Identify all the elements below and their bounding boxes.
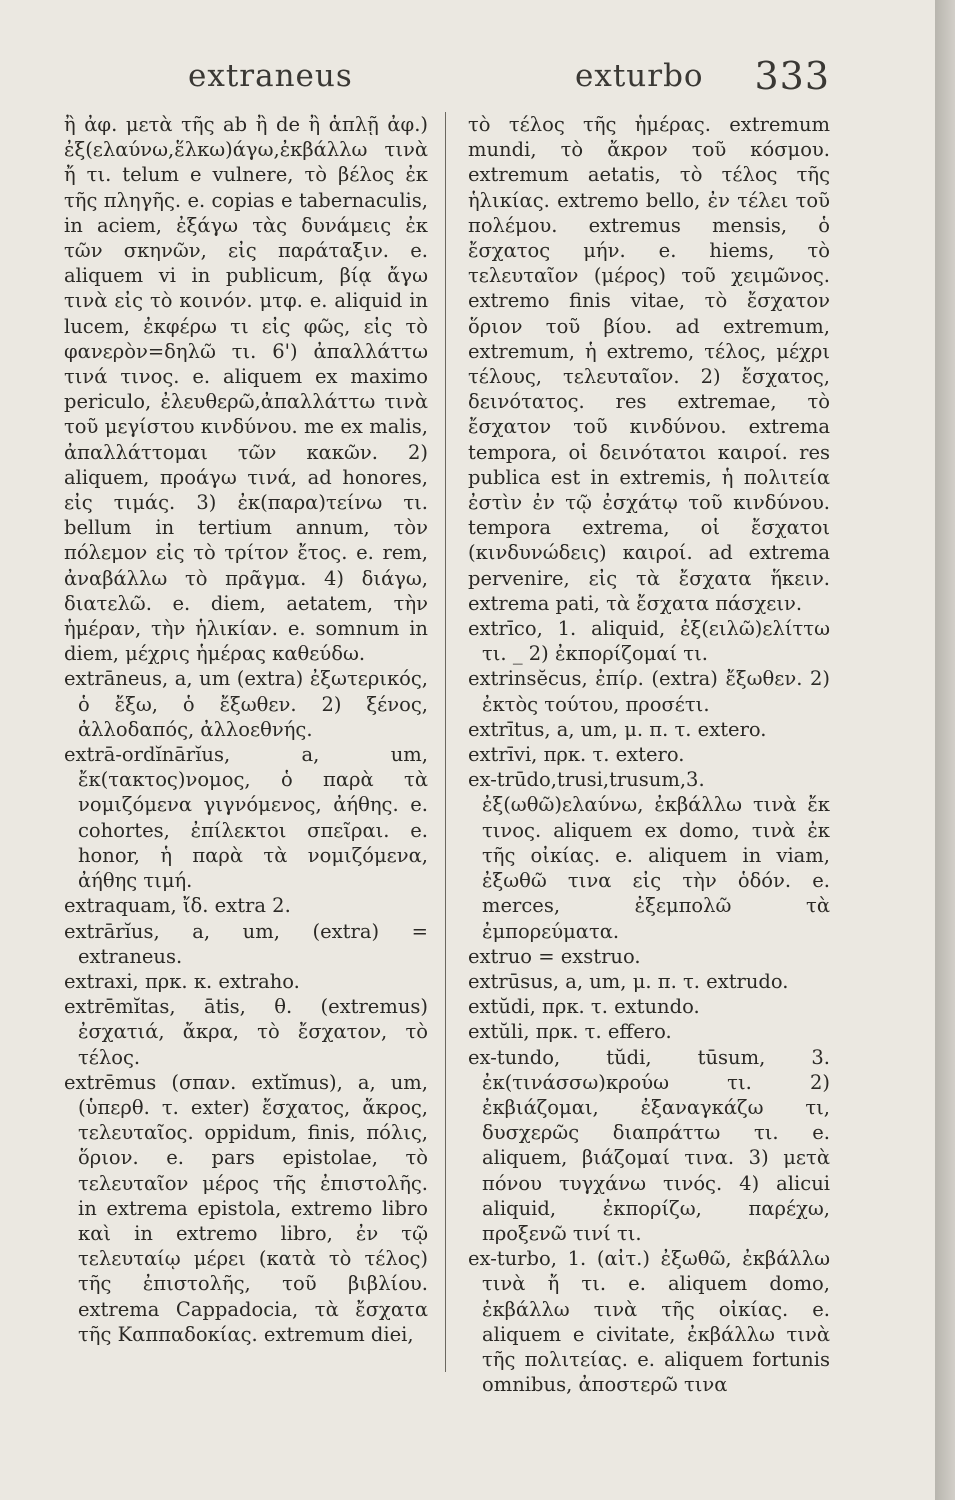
left-column — [64, 112, 428, 1347]
entry-extraneus: extrāneus, a, um (extra) ἐξωτερικός, ὁ ἔξω, ὁ ἔξωθεν. 2) ξένος, ἀλλοδαπός, ἀλλοεθνής. — [64, 667, 428, 741]
entry-extrivi: extrīvi, πρκ. τ. extero. — [468, 743, 685, 767]
entry-extra-ordinarius: extrā-ordĭnārĭus, a, um, ἔκ(τακτος)νομος, ὁ παρὰ τὰ νομιζόμενα γιγνόμενος, ἀήθης. e. cohortes, ἐπίλεκτοι σπεῖραι. e. honor, ἡ παρὰ τὰ νομιζόμενα, ἀήθης τιμή. — [64, 743, 428, 893]
entry-extrusus: extrūsus, a, um, μ. π. τ. extrudo. — [468, 969, 789, 993]
entry-extrarius: extrārĭus, a, um, (extra) = extraneus. — [64, 919, 428, 968]
entry-ex-trudo: ex-trūdo,trusi,trusum,3. ἐξ(ωθῶ)ελαύνω, ἐκβάλλω τινὰ ἔκ τινος. aliquem ex domo, τινὰ ἐκ τῆς οἰκίας. e. aliquem in viam, ἐξωθῶ τινα εἰς τὴν ὁδόν. e. merces, ἐξεμπολῶ τὰ ἐμπορεύματα. — [468, 768, 830, 943]
entry-extrico: extrīco, 1. aliquid, ἐξ(ειλῶ)ελίττω τι. _ 2) ἐκπορίζομαί τι. — [468, 617, 830, 666]
entry-ex-turbo: ex-turbo, 1. (αἰτ.) ἐξωθῶ, ἐκβάλλω τινὰ ἤ τι. e. aliquem domo, ἐκβάλλω τινὰ τῆς οἰκίας. e. aliquem e civitate, ἐκβάλλω τινὰ τῆς πολιτείας. e. aliquem fortunis omnibus, ἀποστερῶ τινα — [468, 1247, 830, 1397]
column-divider — [445, 112, 446, 1372]
page-number: 333 — [754, 54, 830, 98]
entry-extremitas: extrēmĭtas, ātis, θ. (extremus) ἐσχατιά, ἄκρα, τὸ ἔσχατον, τὸ τέλος. — [64, 995, 428, 1069]
entry-extrinsecus: extrinsĕcus, ἐπίρ. (extra) ἔξωθεν. 2) ἐκτὸς τούτου, προσέτι. — [468, 667, 830, 716]
entry-extremus: extrēmus (σπαν. extĭmus), a, um, (ὑπερθ. τ. exter) ἔσχατος, ἄκρος, τελευταῖος. oppidum, finis, πόλις, ὅριον. e. pars epistolae, τὸ τελευταῖον μέρος τῆς ἐπιστολῆς. in extrema epistola, extremo libro καὶ in extremo libro, ἐν τῷ τελευταίῳ μέρει (κατὰ τὸ τέλος) τῆς ἐπιστολῆς, τοῦ βιβλίου. extrema Cappadocia, τὰ ἔσχατα τῆς Καππαδοκίας. extremum diei, — [64, 1070, 428, 1346]
entry-continuation: τὸ τέλος τῆς ἡμέρας. extremum mundi, τὸ ἄκρον τοῦ κόσμου. extremum aetatis, τὸ τέλος τῆς ἡλικίας. extremo bello, ἐν τέλει τοῦ πολέμου. extremus mensis, ὁ ἔσχατος μήν. e. hiems, τὸ τελευταῖον (μέρος) τοῦ χειμῶνος. extremo finis vitae, τὸ ἔσχατον ὅριον τοῦ βίου. ad extremum, extremum, ἡ extremo, τέλος, μέχρι τέλους, τελευταῖον. 2) ἔσχατος, δεινότατος. res extremae, τὸ ἔσχατον τοῦ κινδύνου. extrema tempora, οἱ δεινότατοι καιροί. res publica est in extremis, ἡ πολιτεία ἐστὶν ἐν τῷ ἐσχάτῳ τοῦ κινδύνου. tempora extrema, οἱ ἔσχατοι (κινδυνώδεις) καιροί. ad extrema pervenire, εἰς τὰ ἔσχατα ἥκειν. extrema pati, τὰ ἔσχατα πάσχειν. — [468, 113, 830, 615]
entry-extraquam: extraquam, ἴδ. extra 2. — [64, 894, 291, 918]
entry-ex-tundo: ex-tundo, tŭdi, tūsum, 3. ἐκ(τινάσσω)κρούω τι. 2) ἐκβιάζομαι, ἐξαναγκάζω τι, δυσχερῶς διαπράττω τι. e. aliquem, βιάζομαί τινα. 3) μετὰ πόνου τυγχάνω τινός. 4) alicui aliquid, ἐκπορίζω, παρέχω, προξενῶ τινί τι. — [468, 1045, 830, 1245]
entry-extraxi: extraxi, πρκ. κ. extraho. — [64, 969, 300, 993]
entry-extudi: extŭdi, πρκ. τ. extundo. — [468, 995, 700, 1019]
page-edge — [935, 0, 955, 1500]
right-column — [468, 112, 830, 1397]
running-header — [70, 54, 830, 108]
entry-extuli: extŭli, πρκ. τ. effero. — [468, 1020, 672, 1044]
right-guide-word: exturbo — [575, 58, 704, 94]
entry-extritus: extrītus, a, um, μ. π. τ. extero. — [468, 717, 767, 741]
left-guide-word: extraneus — [188, 58, 353, 94]
entry-continuation: ἢ ἀφ. μετὰ τῆς ab ἢ de ἢ ἁπλῇ ἀφ.) ἐξ(ελαύνω,ἕλκω)άγω,ἐκβάλλω τινὰ ἤ τι. telum e vulnere, τὸ βέλος ἐκ τῆς πληγῆς. e. copias e tabernaculis, in aciem, ἐξάγω τὰς δυνάμεις ἐκ τῶν σκηνῶν, εἰς παράταξιν. e. aliquem vi in publicum, βίᾳ ἄγω τινὰ εἰς τὸ κοινόν. μτφ. e. aliquid in lucem, ἐκφέρω τι εἰς φῶς, εἰς τὸ φανερὸν=δηλῶ τι. 6') ἀπαλλάττω τινά τινος. e. aliquem ex maximo periculo, ἐλευθερῶ,ἀπαλλάττω τινὰ τοῦ μεγίστου κινδύνου. me ex malis, ἀπαλλάττομαι τῶν κακῶν. 2) aliquem, προάγω τινά, ad honores, εἰς τιμάς. 3) ἐκ(παρα)τείνω τι. bellum in tertium annum, τὸν πόλεμον εἰς τὸ τρίτον ἔτος. e. rem, ἀναβάλλω τὸ πρᾶγμα. 4) διάγω, διατελῶ. e. diem, aetatem, τὴν ἡμέραν, τὴν ἡλικίαν. e. somnum in diem, μέχρις ἡμέρας καθεύδω. — [64, 113, 428, 666]
entry-extruo: extruo = exstruo. — [468, 944, 641, 968]
